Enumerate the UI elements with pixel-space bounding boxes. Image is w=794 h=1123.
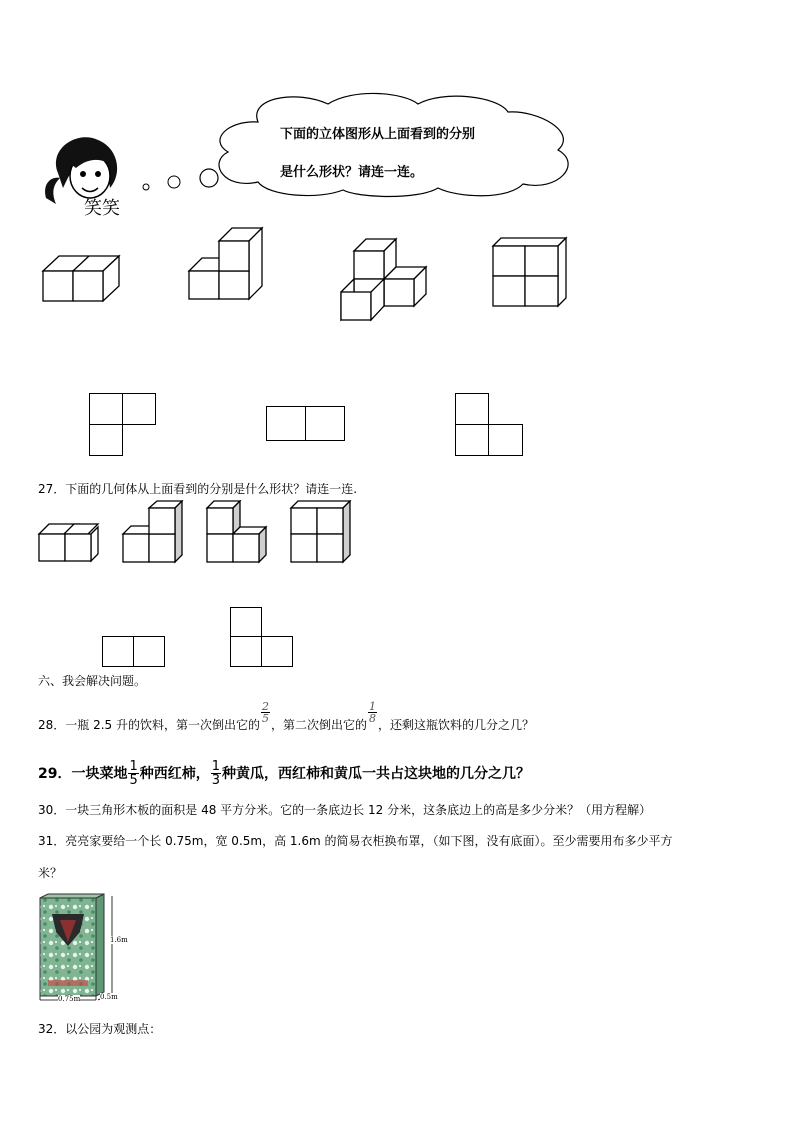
dim-height-label: 1.6m — [110, 936, 128, 944]
bubble-line-2: 是什么形状？请连一连。 — [280, 165, 424, 180]
question-30: 30．一块三角形木板的面积是 48 平方分米。它的一条底边长 12 分米，这条底边上的高是多少分米？（用方程解） — [38, 803, 652, 817]
question-31-line-1: 31．亮亮家要给一个长 0.75m，宽 0.5m，高 1.6m 的简易衣柜换布罩，（如下图，没有底面）。至少需要用布多少平方 — [38, 834, 673, 848]
solid-6 — [120, 500, 186, 564]
q28-part3: ，还剩这瓶饮料的几分之几？ — [378, 717, 535, 732]
solid-3 — [338, 236, 430, 324]
solid-5 — [36, 520, 102, 564]
question-31-line-2: 米？ — [38, 866, 63, 880]
question-27: 27．下面的几何体从上面看到的分别是什么形状？请连一连. — [38, 482, 358, 496]
solid-8 — [288, 500, 354, 564]
girl-caption: 笑笑 — [84, 198, 120, 219]
q28-fraction-2: $\frac{1}{8}$ — [369, 699, 376, 725]
question-28 — [38, 701, 534, 747]
question-29 — [38, 752, 530, 794]
q28-fraction-1: $\frac{2}{5}$ — [261, 699, 269, 725]
q28-part1: 28．一瓶 2.5 升的饮料，第一次倒出它的 — [38, 717, 260, 732]
question-32: 32．以公园为观测点： — [38, 1022, 162, 1036]
q29-part2: 种西红柿， — [139, 766, 210, 782]
q29-fraction-1: $\frac{1}{5}$ — [129, 758, 138, 788]
wardrobe-picture — [36, 892, 128, 1004]
solid-2 — [186, 226, 266, 302]
dim-length-label: 0.75m — [58, 995, 81, 1003]
solid-4 — [490, 236, 570, 308]
q29-fraction-2: $\frac{1}{3}$ — [211, 758, 221, 788]
dim-width-label: 0.5m — [100, 993, 118, 1001]
q29-part3: 种黄瓜，西红柿和黄瓜一共占这块地的几分之几？ — [222, 766, 531, 782]
thought-bubble — [138, 92, 586, 200]
q28-part2: ，第二次倒出它的 — [270, 717, 367, 732]
bubble-line-1: 下面的立体图形从上面看到的分别 — [280, 127, 476, 142]
solid-7 — [204, 500, 270, 564]
q29-part1: 29．一块菜地 — [38, 766, 128, 782]
solid-1 — [40, 244, 124, 302]
section-6-title: 六、我会解决问题。 — [38, 674, 147, 688]
